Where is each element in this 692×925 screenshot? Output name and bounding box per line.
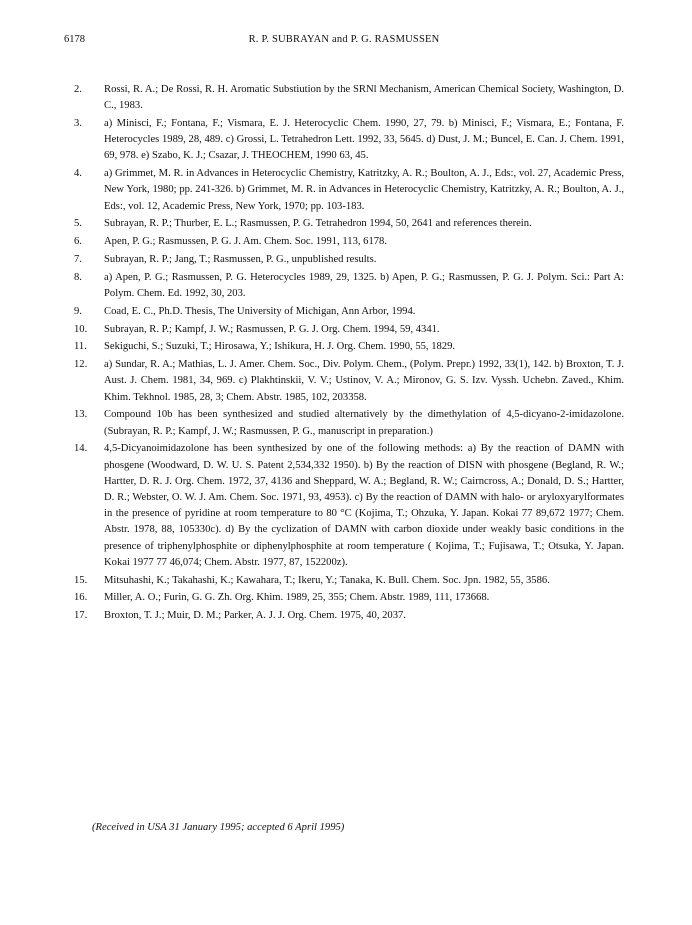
reference-text: a) Minisci, F.; Fontana, F.; Vismara, E. J. Heterocyclic Chem. 1990, 27, 79. b) Minisci, F.; Vismara, E.; Fontana, F. Heterocycles 1989, 28, 489. c) Grossi, L. Tetrahedron Lett. 1992, 33, 5645. d) Dust, J. M.; Buncel, E. Can. J. Chem. 1991, 69, 978. e) Szabo, K. J.; Csazar, J. THEOCHEM, 1990 63, 45.: [104, 118, 624, 162]
reference-item: [74, 357, 624, 406]
reference-item: [74, 82, 624, 114]
running-title: R. P. SUBRAYAN and P. G. RASMUSSEN: [248, 34, 440, 45]
reference-text: Subrayan, R. P.; Thurber, E. L.; Rasmussen, P. G. Tetrahedron 1994, 50, 2641 and references therein.: [104, 218, 532, 230]
reference-text: 4,5-Dicyanoimidazolone has been synthesized by one of the following methods: a) By the reaction of DAMN with phosgene (Woodward, D. W. U. S. Patent 2,534,332 1950). b) By the reaction of DISN with phosgene (Begland, R. W.; Hartter, D. R. J. Org. Chem. 1972, 37, 4136 and Sheppard, W. A.; Begland, R. W.; Cairncross, A.; Donald, D. S.; Hartter, D. R.; Webster, O. W. J. Am. Chem. Soc. 1971, 93, 4953). c) By the reaction of DAMN with halo- or aryloxyarylformates in the presence of pyridine at room temperature to 80 °C (Kojima, T.; Ohzuka, Y. Japan. Kokai 77 89,672 1977; Chem. Abstr. 1978, 88, 105330c). d) By the cyclization of DAMN with carbon dioxide under weakly basic conditions in the presence of triphenylphosphite or diphenylphosphite at room temperature ( Kojima, T.; Fujisawa, T.; Otsuka, Y. Japan. Kokai 1977 77 46,074; Chem. Abstr. 1977, 87, 152200z).: [104, 443, 624, 568]
reference-item: [74, 270, 624, 302]
reference-item: [74, 234, 624, 250]
reference-item: [74, 573, 624, 589]
reference-number: 17.: [74, 610, 88, 622]
reference-text: Compound 10b has been synthesized and studied alternatively by the dimethylation of 4,5-dicyano-2-imidazolone. (Subrayan, R. P.; Kampf, J. W.; Rasmussen, P. G., manuscript in preparation.): [104, 409, 624, 437]
reference-text: Rossi, R. A.; De Rossi, R. H. Aromatic Substiution by the SRNl Mechanism, American Chemical Society, Washington, D. C., 1983.: [104, 84, 624, 112]
reference-item: [74, 252, 624, 268]
reference-item: [74, 608, 624, 624]
reference-item: [74, 407, 624, 439]
reference-item: [74, 441, 624, 571]
reference-item: [74, 322, 624, 338]
reference-number: 15.: [74, 574, 88, 586]
reference-text: Sekiguchi, S.; Suzuki, T.; Hirosawa, Y.; Ishikura, H. J. Org. Chem. 1990, 55, 1829.: [104, 341, 456, 353]
received-note: (Received in USA 31 January 1995; accepted 6 April 1995): [92, 822, 345, 833]
reference-item: [74, 216, 624, 232]
reference-item: [74, 116, 624, 165]
reference-number: 9.: [74, 305, 82, 317]
reference-number: 13.: [74, 409, 88, 421]
reference-text: Mitsuhashi, K.; Takahashi, K.; Kawahara, T.; Ikeru, Y.; Tanaka, K. Bull. Chem. Soc. Jpn. 1982, 55, 3586.: [104, 574, 550, 586]
reference-number: 16.: [74, 592, 88, 604]
reference-number: 14.: [74, 443, 88, 455]
reference-item: [74, 166, 624, 215]
reference-number: 2.: [74, 84, 82, 95]
page-header: [64, 34, 624, 48]
reference-text: Subrayan, R. P.; Kampf, J. W.; Rasmussen, P. G. J. Org. Chem. 1994, 59, 4341.: [104, 323, 440, 335]
reference-number: 6.: [74, 236, 82, 248]
reference-list: [74, 82, 624, 626]
reference-number: 3.: [74, 118, 82, 129]
reference-number: 5.: [74, 218, 82, 230]
reference-text: a) Apen, P. G.; Rasmussen, P. G. Heterocycles 1989, 29, 1325. b) Apen, P. G.; Rasmussen, P. G. J. Polym. Sci.: Part A: Polym. Chem. Ed. 1992, 30, 203.: [104, 271, 624, 299]
reference-item: [74, 304, 624, 320]
reference-text: Subrayan, R. P.; Jang, T.; Rasmussen, P. G., unpublished results.: [104, 254, 377, 265]
reference-number: 8.: [74, 271, 82, 283]
reference-number: 4.: [74, 168, 82, 180]
reference-number: 7.: [74, 254, 82, 265]
reference-text: Coad, E. C., Ph.D. Thesis, The University of Michigan, Ann Arbor, 1994.: [104, 305, 416, 317]
reference-text: a) Grimmet, M. R. in Advances in Heterocyclic Chemistry, Katritzky, A. R.; Boulton, A. J., Eds:, vol. 27, Academic Press, New York, 1980; pp. 241-326. b) Grimmet, M. R. in Advances in Heterocyclic Chemistry, Katritzky, A. R.; Boulton, A. J., Eds:, vol. 12, Academic Press, New York, 1970; pp. 103-183.: [104, 168, 624, 212]
reference-item: [74, 590, 624, 606]
reference-text: Broxton, T. J.; Muir, D. M.; Parker, A. J. J. Org. Chem. 1975, 40, 2037.: [104, 610, 406, 622]
reference-text: Miller, A. O.; Furin, G. G. Zh. Org. Khim. 1989, 25, 355; Chem. Abstr. 1989, 111, 173668.: [104, 592, 490, 604]
reference-text: Apen, P. G.; Rasmussen, P. G. J. Am. Chem. Soc. 1991, 113, 6178.: [104, 236, 388, 248]
reference-text: a) Sundar, R. A.; Mathias, L. J. Amer. Chem. Soc., Div. Polym. Chem., (Polym. Prepr.) 1992, 33(1), 142. b) Broxton, T. J. Aust. J. Chem. 1981, 34, 969. c) Plakhtinskii, V. V.; Ustinov, V. A.; Mironov, G. S. Izv. Vyssh. Uchebn. Zaved., Khim. Khim. Tekhnol. 1985, 28, 3; Chem. Abstr. 1985, 102, 203358.: [104, 359, 624, 403]
page-number: 6178: [64, 34, 85, 45]
reference-number: 10.: [74, 323, 88, 335]
reference-number: 12.: [74, 359, 88, 371]
reference-item: [74, 339, 624, 355]
reference-number: 11.: [74, 341, 87, 353]
